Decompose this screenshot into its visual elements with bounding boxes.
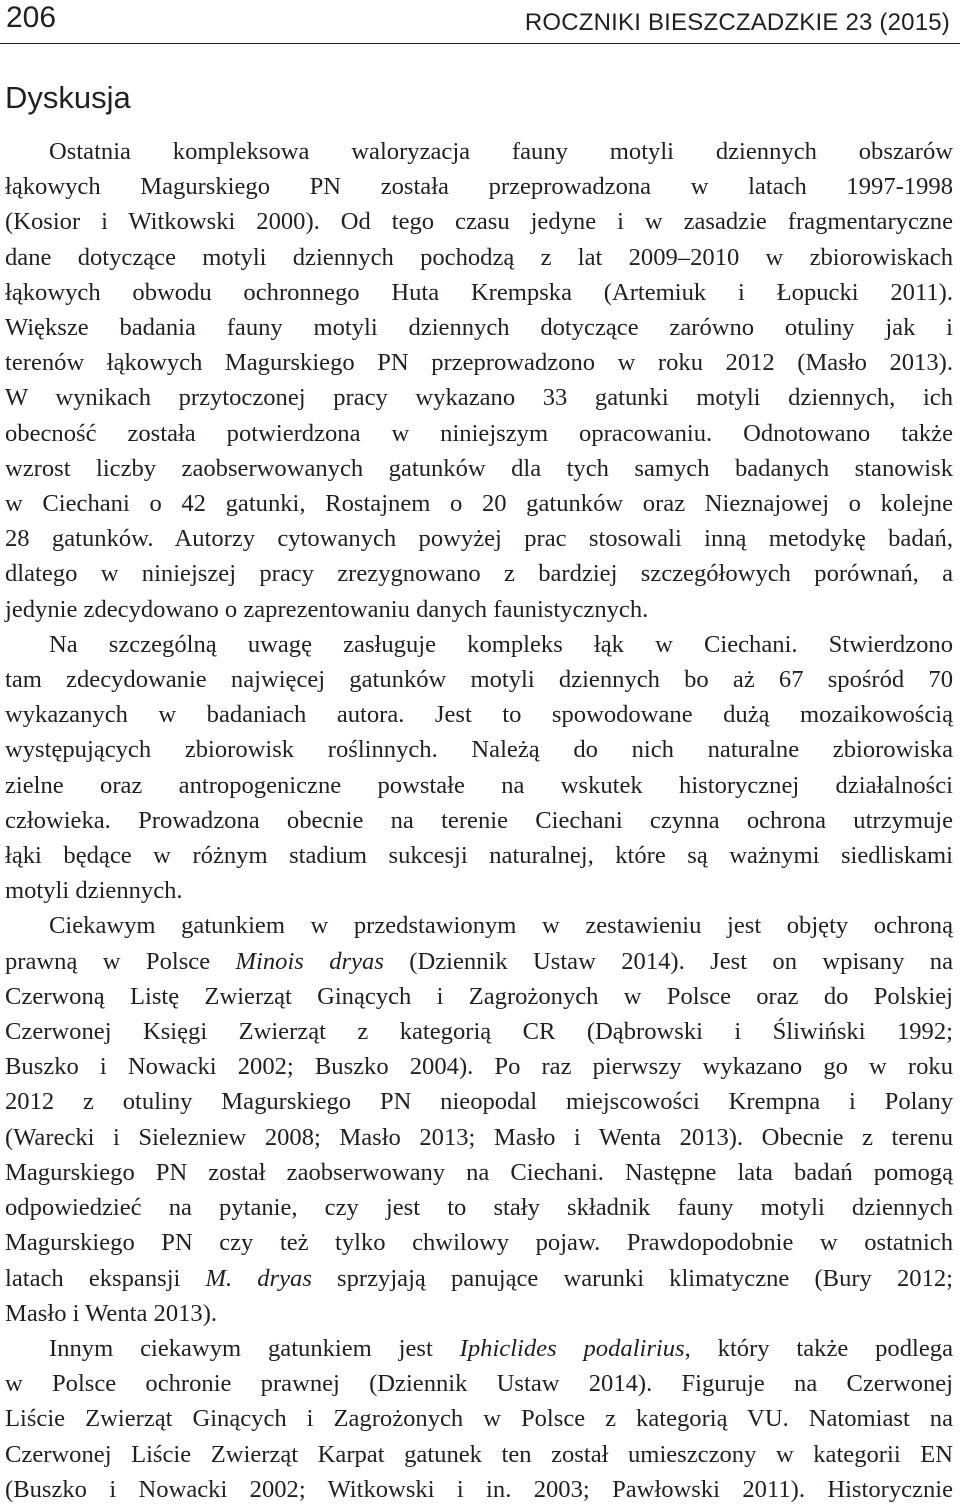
text-line: terenów łąkowych Magurskiego PN przeprowadzono w roku 2012 (Masło 2013). (5, 349, 953, 377)
species-name: Minois dryas (235, 947, 384, 975)
text-line: obecność została potwierdzona w niniejszym opracowaniu. Odnotowano także (5, 419, 953, 447)
text-line: Większe badania fauny motyli dziennych dotyczące zarówno otuliny jak i (5, 314, 953, 342)
text-line: łąki będące w różnym stadium sukcesji naturalnej, które są ważnymi siedliskami (5, 842, 953, 870)
text-line: jedynie zdecydowano o zaprezentowaniu danych faunistycznych. (5, 595, 649, 623)
text-line: Na szczególną uwagę zasługuje kompleks łąk w Ciechani. Stwierdzono (49, 630, 953, 658)
text-line: latach ekspansji M. dryas sprzyjają panujące warunki klimatyczne (Bury 2012; (5, 1264, 954, 1292)
text-line: Masło i Wenta 2013). (5, 1299, 218, 1327)
text-line: Czerwonej Liście Zwierząt Karpat gatunek ten został umieszczony w kategorii EN (5, 1440, 953, 1468)
text-line: zielne oraz antropogeniczne powstałe na wskutek historycznej działalności (5, 771, 953, 799)
text-line: łąkowych Magurskiego PN została przeprowadzona w latach 1997-1998 (5, 173, 953, 201)
text-line: Innym ciekawym gatunkiem jest Iphiclides podalirius, który także podlega (49, 1334, 953, 1362)
text-line: tam zdecydowanie najwięcej gatunków motyli dziennych bo aż 67 spośród 70 (5, 666, 953, 694)
text-line: 2012 z otuliny Magurskiego PN nieopodal miejscowości Krempna i Polany (5, 1088, 953, 1116)
section-heading: Dyskusja (5, 80, 131, 115)
text-line: łąkowych obwodu ochronnego Huta Krempska (Artemiuk i Łopucki 2011). (5, 278, 953, 306)
header-rule (0, 43, 960, 44)
text-line: 28 gatunków. Autorzy cytowanych powyżej prac stosowali inną metodykę badań, (5, 525, 953, 553)
text-line: człowieka. Prowadzona obecnie na terenie Ciechani czynna ochrona utrzymuje (5, 806, 953, 834)
text-line: wzrost liczby zaobserwowanych gatunków dla tych samych badanych stanowisk (5, 454, 953, 482)
body-text (5, 134, 953, 1507)
species-name: Iphiclides podalirius (459, 1334, 685, 1362)
page-number: 206 (6, 1, 57, 34)
text-line: Liście Zwierząt Ginących i Zagrożonych w Polsce z kategorią VU. Natomiast na (5, 1405, 953, 1433)
text-line: Magurskiego PN został zaobserwowany na Ciechani. Następne lata badań pomogą (5, 1158, 953, 1186)
text-line: dane dotyczące motyli dziennych pochodzą z lat 2009–2010 w zbiorowiskach (5, 243, 953, 271)
text-line: Ciekawym gatunkiem w przedstawionym w zestawieniu jest objęty ochroną (49, 912, 953, 940)
text-line: w Polsce ochronie prawnej (Dziennik Ustaw 2014). Figuruje na Czerwonej (5, 1370, 953, 1398)
paragraph (5, 134, 953, 627)
text-line: Magurskiego PN czy też tylko chwilowy pojaw. Prawdopodobnie w ostatnich (5, 1229, 953, 1257)
species-name: M. dryas (205, 1264, 312, 1292)
text-line: dlatego w niniejszej pracy zrezygnowano z bardziej szczegółowych porównań, a (5, 560, 953, 588)
paragraph (5, 1331, 953, 1507)
running-title: ROCZNIKI BIESZCZADZKIE 23 (2015) (524, 9, 950, 36)
text-line: wykazanych w badaniach autora. Jest to spowodowane dużą mozaikowością (5, 701, 953, 729)
text-line: (Kosior i Witkowski 2000). Od tego czasu jedyne i w zasadzie fragmentaryczne (5, 208, 953, 236)
page-header (0, 0, 960, 46)
text-line: motyli dziennych. (5, 877, 183, 905)
text-line: Ostatnia kompleksowa waloryzacja fauny motyli dziennych obszarów (49, 138, 953, 165)
text-line: Czerwoną Listę Zwierząt Ginących i Zagrożonych w Polsce oraz do Polskiej (5, 982, 953, 1010)
text-line: prawną w Polsce Minois dryas (Dziennik Ustaw 2014). Jest on wpisany na (5, 947, 953, 975)
text-line: Czerwonej Księgi Zwierząt z kategorią CR (Dąbrowski i Śliwiński 1992; (5, 1018, 953, 1046)
text-line: (Buszko i Nowacki 2002; Witkowski i in. 2003; Pawłowski 2011). Historycznie (5, 1475, 953, 1503)
text-line: W wynikach przytoczonej pracy wykazano 33 gatunki motyli dziennych, ich (5, 384, 953, 412)
paragraph (5, 908, 953, 1330)
text-line: odpowiedzieć na pytanie, czy jest to stały składnik fauny motyli dziennych (5, 1194, 953, 1222)
text-line: (Warecki i Sielezniew 2008; Masło 2013; Masło i Wenta 2013). Obecnie z terenu (5, 1123, 953, 1151)
text-line: w Ciechani o 42 gatunki, Rostajnem o 20 gatunków oraz Nieznajowej o kolejne (5, 490, 953, 518)
paragraph (5, 627, 953, 909)
text-line: Buszko i Nowacki 2002; Buszko 2004). Po raz pierwszy wykazano go w roku (5, 1053, 953, 1081)
text-line: występujących zbiorowisk roślinnych. Należą do nich naturalne zbiorowiska (5, 736, 953, 764)
